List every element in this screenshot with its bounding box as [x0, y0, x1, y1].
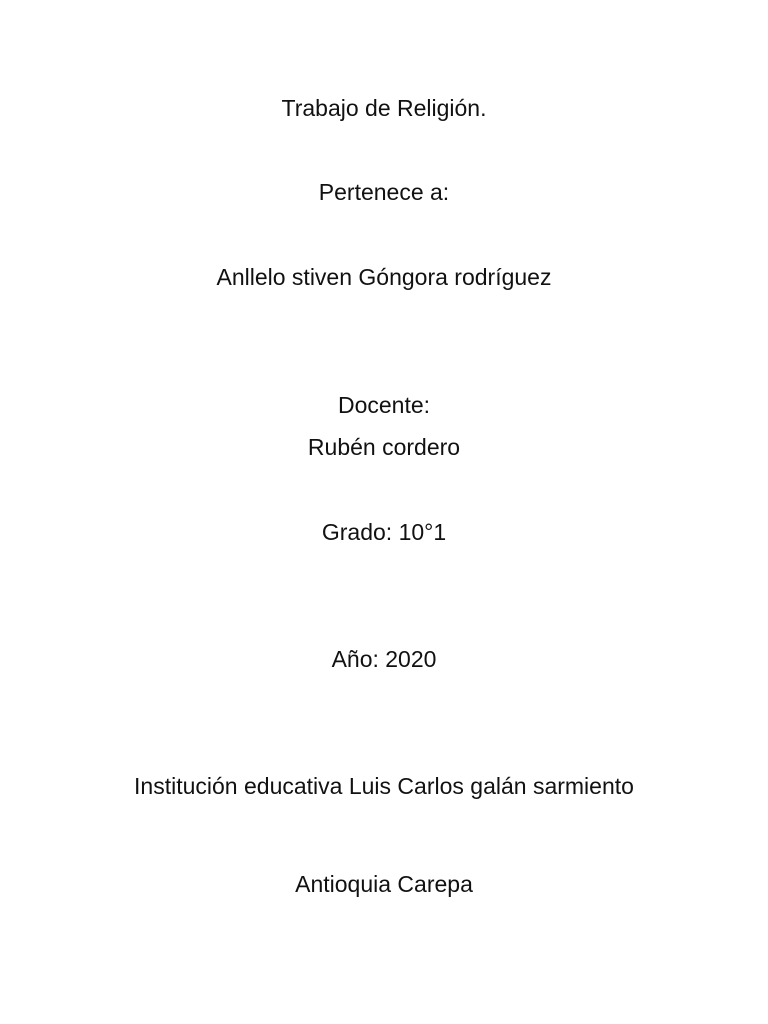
year-text: Año: 2020 [331, 646, 437, 672]
belongs-to-label: Pertenece a: [318, 179, 450, 205]
institution-name: Institución educativa Luis Carlos galán sarmiento [134, 773, 634, 799]
student-name: Anllelo stiven Góngora rodríguez [216, 264, 552, 290]
teacher-name: Rubén cordero [307, 434, 461, 460]
document-title: Trabajo de Religión. [281, 95, 487, 121]
teacher-label: Docente: [337, 392, 431, 418]
grade-text: Grado: 10°1 [321, 519, 447, 545]
location-text: Antioquia Carepa [295, 871, 473, 897]
